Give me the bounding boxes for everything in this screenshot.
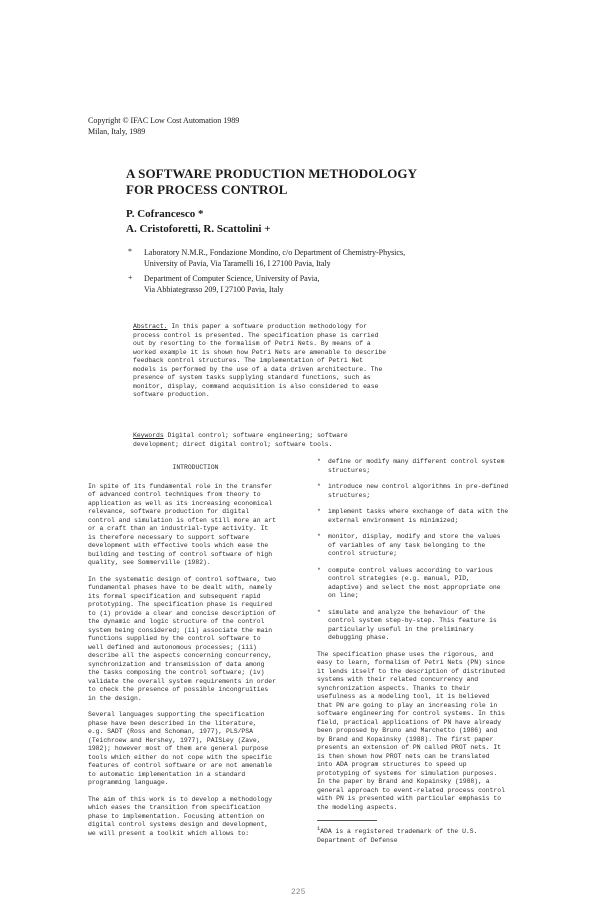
text-line: to check the presence of possible incongruities bbox=[88, 686, 269, 693]
text-line: fundamental phases have to be dealt with, namely bbox=[88, 584, 273, 591]
author-line-2: A. Cristoforetti, R. Scattolini + bbox=[126, 223, 271, 235]
text-line: easy to learn, formalism of Petri Nets (PN) since bbox=[317, 659, 505, 666]
text-line: simulate and analyze the behaviour of the bbox=[328, 608, 486, 616]
keywords-label: Keywords bbox=[133, 432, 164, 439]
footnote-rule bbox=[317, 820, 377, 821]
text-line: field, practical applications of PN have already bbox=[317, 718, 502, 726]
conference-location: Milan, Italy, 1989 bbox=[88, 127, 146, 136]
text-line: In spite of its fundamental role in the transfer bbox=[88, 482, 273, 490]
text-line: external environment is minimized; bbox=[328, 516, 459, 524]
paragraph bbox=[88, 576, 303, 704]
left-column bbox=[88, 464, 303, 846]
text-line: features of control software or are not amenable bbox=[88, 762, 273, 769]
abstract-line bbox=[133, 323, 463, 332]
text-line: system being considered; (ii) associate the main bbox=[88, 626, 273, 634]
footnote bbox=[317, 825, 532, 845]
text-line: is then shown how PROT nets can be translated bbox=[317, 752, 490, 760]
author-line-1: P. Cofrancesco * bbox=[126, 208, 204, 220]
text-line: tools which either do not cope with the specific bbox=[88, 753, 273, 761]
text-line: adaptive) and select the most appropriate one bbox=[328, 583, 501, 591]
text-line: introduce new control algorithms in pre-defined bbox=[328, 483, 509, 490]
affiliation-line: Laboratory N.M.R., Fondazione Mondino, c/o Department of Chemistry-Physics, bbox=[144, 248, 406, 257]
text-line: The aim of this work is to develop a methodology bbox=[88, 795, 273, 803]
abstract-line: monitor, display, command acquisition is also considered to ease bbox=[133, 382, 379, 390]
bullet-item bbox=[317, 483, 532, 500]
text-line: presents an extension of PN called PROT nets. It bbox=[317, 744, 502, 751]
abstract-text: In this paper a software production methodology for bbox=[167, 323, 367, 330]
paragraph bbox=[88, 796, 303, 839]
text-line: debugging phase. bbox=[328, 634, 390, 641]
text-line: building and testing of control software of high bbox=[88, 550, 273, 558]
paragraph bbox=[317, 651, 532, 813]
text-line: functions supplied by the control software to bbox=[88, 635, 261, 642]
text-line: with PN is presented with particular emphasis to bbox=[317, 795, 502, 802]
bullet-marker: * bbox=[317, 508, 321, 515]
text-line: synchronization and transmission of data among bbox=[88, 660, 265, 668]
text-line: In the paper by Brand and Kopainsky (1988), a bbox=[317, 778, 490, 785]
abstract-line: worked example it is shown how Petri Nets are amenable to describe bbox=[133, 348, 387, 356]
bullet-marker: * bbox=[317, 608, 321, 616]
text-line: synchronization aspects. Thanks to their bbox=[317, 684, 471, 692]
text-line: particularly useful in the preliminary bbox=[328, 625, 474, 633]
bullet-item bbox=[317, 609, 532, 643]
abstract-line: out by resorting to the formalism of Petri Nets. By means of a bbox=[133, 340, 371, 347]
text-line: monitor, display, modify and store the values bbox=[328, 533, 501, 540]
right-column bbox=[317, 458, 532, 845]
text-line: relevance, software production for digital bbox=[88, 508, 250, 515]
text-line: prototyping of systems for simulation purposes. bbox=[317, 769, 498, 777]
text-line: into ADA program structures to speed up bbox=[317, 761, 467, 768]
abstract bbox=[133, 323, 463, 400]
affiliation-line: Via Abbiategrasso 209, I 27100 Pavia, Italy bbox=[144, 285, 284, 294]
footnote-mark: 1 bbox=[317, 826, 321, 832]
text-line: we will present a toolkit which allows to: bbox=[88, 829, 250, 837]
text-line: e.g. SADT (Ross and Schoman, 1977), PLS/PSA bbox=[88, 728, 253, 735]
abstract-line: feedback control structures. The implementation of Petri Net bbox=[133, 357, 364, 364]
bullet-marker: * bbox=[317, 458, 321, 465]
affiliation-line: Department of Computer Science, University of Pavia, bbox=[144, 274, 320, 283]
section-heading-introduction: INTRODUCTION bbox=[172, 464, 219, 471]
text-line: quality, see Sommerville (1982). bbox=[88, 559, 211, 566]
text-line: to automatic implementation in a standard bbox=[88, 770, 246, 778]
text-line: control strategies (e.g. manual, PID, bbox=[328, 575, 470, 582]
text-line: prototyping. The specification phase is required bbox=[88, 601, 273, 608]
text-line: the dynamic and logic structure of the control bbox=[88, 618, 265, 625]
bullet-marker: * bbox=[317, 533, 321, 540]
text-line: software engineering for control systems. In this bbox=[317, 710, 505, 717]
affiliation-line: University of Pavia, Via Taramelli 16, I 27100 Pavia, Italy bbox=[144, 259, 331, 268]
copyright-block bbox=[88, 115, 239, 137]
left-column-body bbox=[88, 483, 303, 839]
text-line: is therefore necessary to support software bbox=[88, 533, 250, 541]
footnote-line: Department of Defense bbox=[317, 836, 398, 844]
abstract-line: models is performed by the use of a data driven architecture. The bbox=[133, 365, 383, 373]
abstract-line: presence of system tasks supplying standard functions, such as bbox=[133, 374, 371, 381]
right-column-body bbox=[317, 651, 532, 813]
text-line: phase have been described in the literature, bbox=[88, 719, 257, 727]
text-line: control structure; bbox=[328, 550, 398, 557]
text-line: well defined and autonomous processes; (iii) bbox=[88, 643, 257, 651]
abstract-line: software production. bbox=[133, 391, 210, 398]
text-line: it lends itself to the description of distributed bbox=[317, 667, 505, 675]
text-line: the modeling aspects. bbox=[317, 803, 398, 811]
text-line: define or modify many different control system bbox=[328, 458, 505, 465]
bullet-item bbox=[317, 458, 532, 475]
text-line: usefulness as a modeling tool, it is believed bbox=[317, 693, 490, 700]
bullet-item bbox=[317, 567, 532, 601]
footnote-line bbox=[317, 825, 532, 837]
text-line: systems with their related concurrency and bbox=[317, 676, 479, 683]
text-line: application as well as its increasing economical bbox=[88, 499, 273, 507]
text-line: compute control values according to various bbox=[328, 566, 493, 574]
text-line: programming language. bbox=[88, 779, 169, 786]
text-line: which eases the transition from specification bbox=[88, 804, 261, 811]
keywords bbox=[133, 432, 463, 449]
text-line: 1982); however most of them are general purpose bbox=[88, 745, 269, 752]
text-line: digital control systems design and development, bbox=[88, 821, 269, 828]
text-line: in the design. bbox=[88, 694, 142, 702]
text-line: development with effective tools which ease the bbox=[88, 542, 269, 549]
text-line: on line; bbox=[328, 592, 359, 599]
abstract-line: process control is presented. The specification phase is carried bbox=[133, 331, 379, 339]
text-line: by Brand and Kopainsky (1988). The first paper bbox=[317, 735, 494, 743]
bullet-item bbox=[317, 508, 532, 525]
text-line: describe all the aspects concerning concurrency, bbox=[88, 652, 273, 659]
affiliations bbox=[126, 247, 405, 299]
text-line: of advanced control techniques from theory to bbox=[88, 491, 261, 498]
text-line: In the systematic design of control software, two bbox=[88, 575, 276, 583]
paragraph bbox=[88, 483, 303, 568]
text-line: that PN are going to play an increasing role in bbox=[317, 701, 498, 709]
text-line: control system step-by-step. This feature is bbox=[328, 617, 497, 624]
text-line: its formal specification and subsequent rapid bbox=[88, 592, 261, 600]
text-line: the tasks composing the control software; (iv) bbox=[88, 669, 265, 676]
keywords-line: development; direct digital control; software tools. bbox=[133, 440, 333, 448]
title-line-1: A SOFTWARE PRODUCTION METHODOLOGY bbox=[126, 166, 418, 181]
text-line: to (i) provide a clear and concise description of bbox=[88, 609, 276, 617]
bullet-list bbox=[317, 458, 532, 643]
text-line: control and simulation is often still more an art bbox=[88, 516, 276, 524]
bullet-item bbox=[317, 533, 532, 559]
paper-title bbox=[126, 166, 417, 198]
text-line: validate the overall system requirements in order bbox=[88, 677, 276, 685]
keywords-line bbox=[133, 432, 463, 441]
text-line: of variables of any task belonging to the bbox=[328, 541, 486, 549]
text-line: structures; bbox=[328, 466, 371, 474]
paragraph bbox=[88, 711, 303, 788]
affiliation-mark: * bbox=[128, 247, 132, 256]
page-number: 225 bbox=[291, 888, 306, 897]
text-line: The specification phase uses the rigorous, and bbox=[317, 650, 494, 658]
affiliation-mark: + bbox=[128, 273, 133, 282]
text-line: general approach to event-related process control bbox=[317, 786, 505, 794]
copyright-line: Copyright © IFAC Low Cost Automation 1989 bbox=[88, 116, 240, 125]
text-line: or a craft than an industrial-type activity. It bbox=[88, 525, 269, 532]
title-line-2: FOR PROCESS CONTROL bbox=[126, 182, 288, 197]
text-line: (Teichroew and Hershey, 1977), PAISLey (Zave, bbox=[88, 736, 261, 744]
keywords-text: Digital control; software engineering; software bbox=[163, 432, 348, 439]
author-list bbox=[126, 207, 270, 237]
bullet-marker: * bbox=[317, 566, 321, 574]
bullet-marker: * bbox=[317, 483, 321, 490]
footnote-text: ADA is a registered trademark of the U.S. bbox=[320, 828, 478, 836]
affiliation-2 bbox=[126, 273, 405, 295]
abstract-label: Abstract. bbox=[133, 323, 168, 330]
text-line: been proposed by Bruno and Marchetto (1986) and bbox=[317, 727, 498, 734]
text-line: phase to implementation. Focusing attention on bbox=[88, 812, 265, 820]
affiliation-1 bbox=[126, 247, 405, 269]
text-line: Several languages supporting the specification bbox=[88, 711, 265, 718]
text-line: structures; bbox=[328, 491, 371, 499]
text-line: implement tasks where exchange of data with the bbox=[328, 508, 509, 515]
